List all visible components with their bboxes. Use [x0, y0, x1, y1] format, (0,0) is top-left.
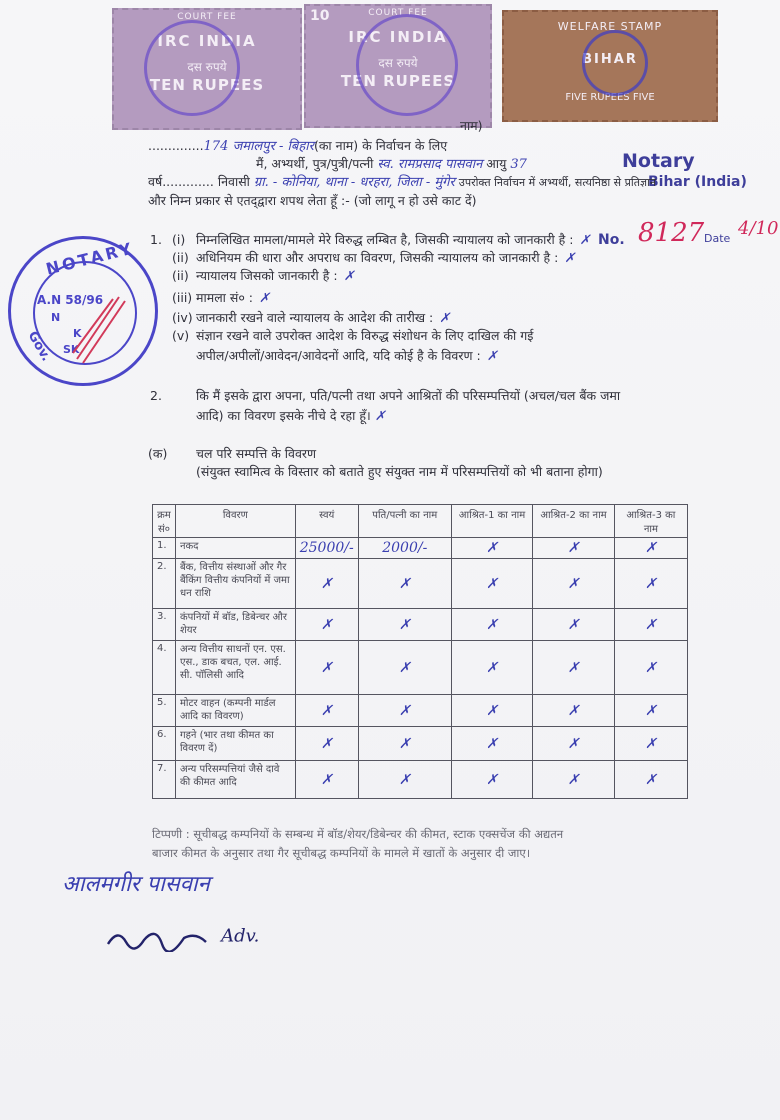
cell-desc: अन्य वित्तीय साधनों एन. एस. एस., डाक बचत, एल. आई. सी. पॉलिसी आदि [175, 641, 295, 695]
court-fee-stamp-2: 10 COURT FEE IRC INDIA दस रुपये TEN RUPEES [304, 4, 492, 128]
intro-line-3: वर्ष............. निवासी ग्रा. - कोनिया, थाना - धरहरा, जिला - मुंगेर उपरोक्त निर्वाचन में अभ्यर्थी, सत्यनिष्ठा से प्रतिज्ञान [148, 174, 656, 190]
cell-value: ✗ [295, 695, 358, 727]
cell-sn: 1. [153, 538, 176, 559]
notary-seal: NOTARY A.N 58/96 N K SK Gov. [8, 236, 158, 386]
postmark-icon [582, 30, 648, 96]
cell-value: 2000/- [358, 538, 451, 559]
section-k-label: (क) [148, 446, 168, 461]
cell-value: ✗ [295, 761, 358, 799]
cell-value: ✗ [614, 609, 687, 641]
cell-value: ✗ [358, 727, 451, 761]
table-row [153, 695, 688, 727]
cell-sn: 4. [153, 641, 176, 695]
declaration-item: (iv) जानकारी रखने वाले न्यायालय के आदेश की तारीख : ✗ [172, 310, 451, 326]
item2-line2: आदि) का विवरण इसके नीचे दे रहा हूँ। ✗ [196, 408, 386, 424]
declaration-item: (v) संज्ञान रखने वाले उपरोक्त आदेश के विरुद्ध संशोधन के लिए दाखिल की गई [172, 328, 534, 343]
declaration-item: (ii) न्यायालय जिसको जानकारी है : ✗ [172, 268, 355, 284]
cell-value: ✗ [614, 761, 687, 799]
cell-sn: 5. [153, 695, 176, 727]
cell-value: ✗ [358, 695, 451, 727]
cell-value: ✗ [451, 609, 532, 641]
table-row [153, 559, 688, 609]
cell-value: ✗ [295, 641, 358, 695]
cell-value: ✗ [358, 559, 451, 609]
cell-desc: कंपनियों में बॉड, डिबेन्चर और शेयर [175, 609, 295, 641]
cell-desc: नकद [175, 538, 295, 559]
col-header-sn: क्रम सं० [153, 505, 176, 538]
constituency-handwritten: 174 जमालपुर - बिहार [203, 139, 314, 154]
table-row [153, 761, 688, 799]
cell-value: ✗ [358, 641, 451, 695]
postmark-icon [356, 14, 458, 116]
cell-value: ✗ [614, 559, 687, 609]
intro-line-0: नाम) [460, 118, 483, 133]
intro-line-1: ..............174 जमालपुर - बिहार(का नाम) के निर्वाचन के लिए [148, 138, 448, 154]
cell-value: ✗ [533, 609, 614, 641]
declaration-item: (ii) अधिनियम की धारा और अपराध का विवरण, जिसकी न्यायालय को जानकारी है : ✗ [172, 250, 576, 266]
age-handwritten: 37 [510, 157, 527, 172]
intro-line-2: मैं, अभ्यर्थी, पुत्र/पुत्री/पत्नी स्व. रामप्रसाद पासवान आयु 37 [256, 156, 527, 172]
postmark-icon [144, 20, 240, 116]
candidate-signature: आलमगीर पासवान [62, 872, 210, 897]
table-row [153, 641, 688, 695]
cell-desc: अन्य परिसम्पत्तियां जैसे दावे की कीमत आदि [175, 761, 295, 799]
col-header-self: स्वयं [295, 505, 358, 538]
address-handwritten: ग्रा. - कोनिया, थाना - धरहरा, जिला - मुंगेर [253, 175, 455, 190]
cell-value: ✗ [451, 559, 532, 609]
cell-value: ✗ [533, 695, 614, 727]
notary-title: Notary [622, 150, 695, 172]
welfare-stamp: WELFARE STAMP BIHAR FIVE RUPEES FIVE [502, 10, 718, 122]
father-name-handwritten: स्व. रामप्रसाद पासवान [377, 157, 483, 172]
col-header-dep1: आश्रित-1 का नाम [451, 505, 532, 538]
table-header-row [153, 505, 688, 538]
cell-value: ✗ [533, 559, 614, 609]
item2-line1: कि मैं इसके द्वारा अपना, पति/पत्नी तथा अपने आश्रितों की परिसम्पत्तियों (अचल/चल बैंक जमा [196, 388, 621, 403]
cell-value: ✗ [295, 727, 358, 761]
section-k-subtitle: (संयुक्त स्वामित्व के विस्तार को बताते हुए संयुक्त नाम में परिसम्पत्तियों को भी बताना होगा) [196, 464, 603, 479]
cell-value: ✗ [614, 695, 687, 727]
advocate-signature: Adv. [104, 922, 259, 952]
cell-value: ✗ [295, 559, 358, 609]
declaration-item: 1. (i) निम्नलिखित मामला/मामले मेरे विरुद्ध लम्बित है, जिसकी न्यायालय को जानकारी है : ✗ [150, 232, 591, 248]
cell-value: ✗ [358, 609, 451, 641]
cell-value: ✗ [533, 727, 614, 761]
col-header-spouse: पति/पत्नी का नाम [358, 505, 451, 538]
cell-value: ✗ [358, 761, 451, 799]
notary-place: Bihar (India) [648, 174, 747, 190]
signature-scribble-icon [69, 295, 129, 365]
cell-sn: 2. [153, 559, 176, 609]
cell-sn: 3. [153, 609, 176, 641]
declaration-item: (iii) मामला सं० : ✗ [172, 290, 270, 306]
table-row [153, 609, 688, 641]
cell-value: ✗ [614, 538, 687, 559]
col-header-dep3: आश्रित-3 का नाम [614, 505, 687, 538]
cell-value: ✗ [533, 538, 614, 559]
signature-scribble-icon [104, 922, 216, 952]
cell-value: ✗ [533, 641, 614, 695]
note-line-1: टिप्पणी : सूचीबद्ध कम्पनियों के सम्बन्ध में बॉड/शेयर/डिबेन्चर की कीमत, स्टाक एक्सचेंज की अद्यतन [152, 827, 564, 841]
section-k-title: चल परि सम्पत्ति के विवरण [196, 446, 317, 461]
cell-desc: गहने (भार तथा कीमत का विवरण दें) [175, 727, 295, 761]
table-row [153, 538, 688, 559]
cell-value: 25000/- [295, 538, 358, 559]
cell-value: ✗ [451, 727, 532, 761]
cell-value: ✗ [614, 727, 687, 761]
table-row [153, 727, 688, 761]
notary-date: 4/10 [738, 218, 779, 239]
cell-desc: मोटर वाहन (कम्पनी मार्डल आदि का विवरण) [175, 695, 295, 727]
col-header-desc: विवरण [175, 505, 295, 538]
court-fee-stamp-1: COURT FEE IRC INDIA दस रुपये TEN RUPEES [112, 8, 302, 130]
note-line-2: बाजार कीमत के अनुसार तथा गैर सूचीबद्ध कम्पनियों के मामले में खातों के अनुसार दी जाए। [152, 846, 531, 860]
cell-value: ✗ [451, 538, 532, 559]
notary-date-label: Date [704, 232, 731, 245]
cell-value: ✗ [533, 761, 614, 799]
intro-line-4: और निम्न प्रकार से एतद्‌द्वारा शपथ लेता हूँ :- (जो लागू न हो उसे काट दें) [148, 193, 477, 208]
asset-table [152, 504, 688, 799]
cell-value: ✗ [451, 695, 532, 727]
notary-number: 8127 [638, 218, 705, 248]
cell-desc: बैंक, वित्तीय संस्थाओं और गैर बैंकिंग वित्तीय कंपनियों में जमा धन राशि [175, 559, 295, 609]
col-header-dep2: आश्रित-2 का नाम [533, 505, 614, 538]
cell-value: ✗ [614, 641, 687, 695]
cell-value: ✗ [451, 641, 532, 695]
cell-value: ✗ [295, 609, 358, 641]
declaration-item: अपील/अपीलों/आवेदन/आवेदनों आदि, यदि कोई है के विवरण : ✗ [196, 348, 498, 364]
notary-number-label: No. [598, 232, 625, 248]
cell-value: ✗ [451, 761, 532, 799]
cell-sn: 7. [153, 761, 176, 799]
item2-number: 2. [150, 388, 162, 403]
cell-sn: 6. [153, 727, 176, 761]
